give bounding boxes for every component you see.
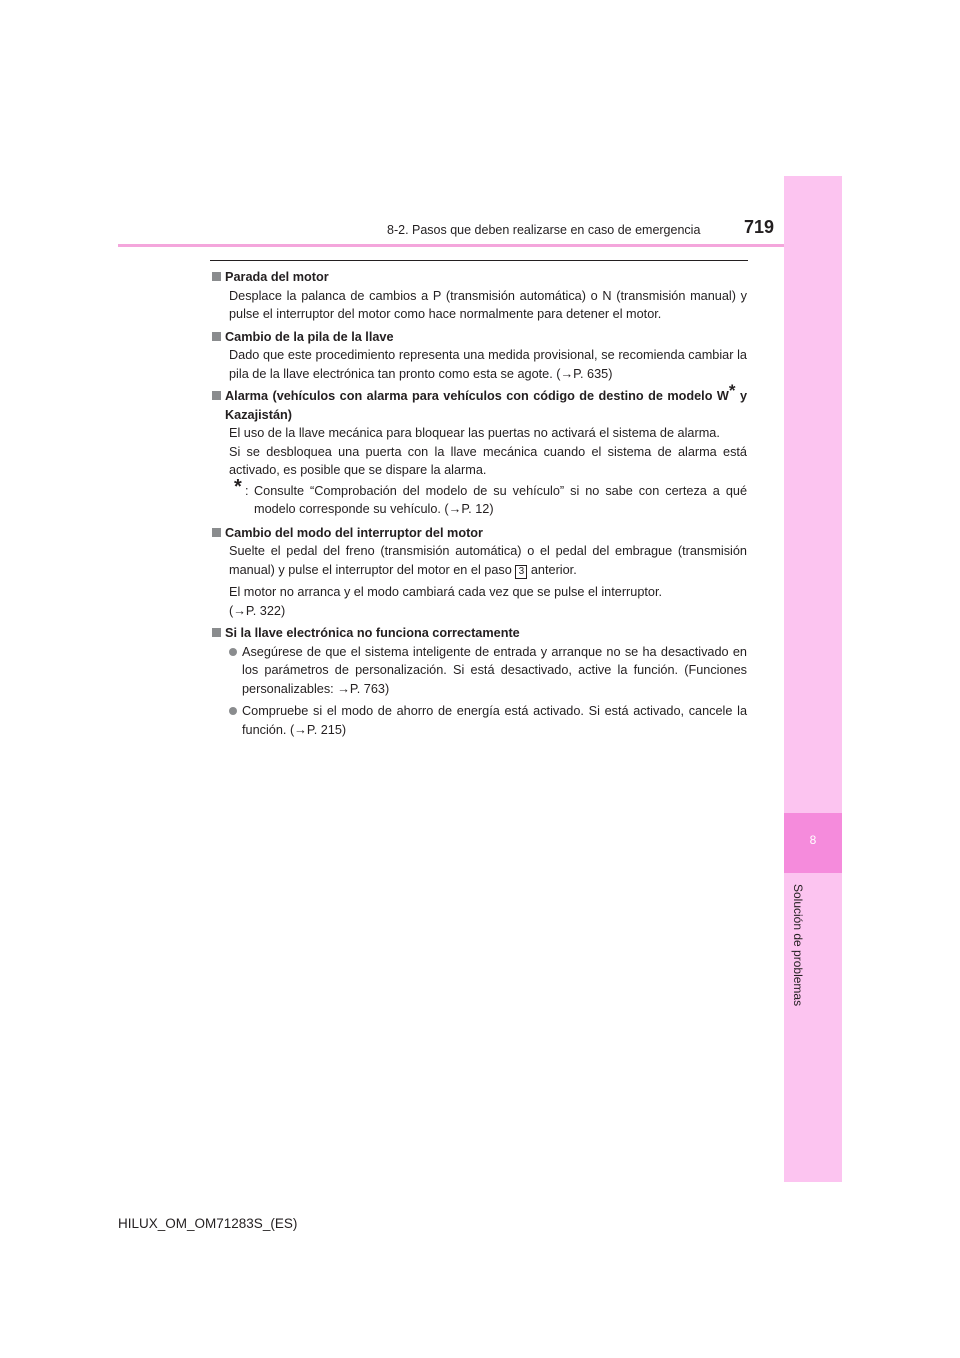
circle-bullet-icon (229, 648, 237, 656)
list-item: Compruebe si el modo de ahorro de energía está activado. Si está activado, cancele la función. (→P. 215) (225, 702, 747, 739)
footnote-asterisk: * (728, 381, 736, 400)
chapter-number: 8 (809, 833, 817, 847)
page-content (212, 268, 747, 743)
alarm-paragraph-1: El uso de la llave mecánica para bloquear las puertas no activará el sistema de alarma. (229, 426, 720, 440)
list-item: Asegúrese de que el sistema inteligente de entrada y arranque no se ha desactivado en los parámetros de personalización. Si está desactivado, active la función. (Funciones personalizables: →P. 763) (225, 643, 747, 699)
square-bullet-icon (212, 272, 221, 281)
chapter-side-tab (784, 176, 842, 1182)
section-body: Desplace la palanca de cambios a P (transmisión automática) o N (transmisión manual) y pulse el interruptor del motor como hace normalmente para detener el motor. (229, 288, 747, 321)
step-number-box: 3 (515, 565, 527, 579)
section-heading: Si la llave electrónica no funciona correctamente (212, 624, 747, 643)
content-top-rule (210, 260, 748, 261)
section-key-malfunction (212, 624, 747, 739)
alarm-paragraph-2: Si se desbloquea una puerta con la llave mecánica cuando el sistema de alarma está activado, es posible que se dispare la alarma. (229, 444, 747, 477)
section-engine-switch-mode (212, 524, 747, 621)
footnote-asterisk: * (234, 475, 242, 498)
page-number: 719 (743, 217, 774, 237)
chapter-label: Solución de problemas (791, 884, 805, 1007)
section-heading: Parada del motor (212, 268, 747, 287)
square-bullet-icon (212, 391, 221, 400)
circle-bullet-icon (229, 707, 237, 715)
mode-paragraph-1: Suelte el pedal del freno (transmisión automática) o el pedal del embrague (transmisión manual) y pulse el interruptor del motor en el paso 3 anterior. (229, 544, 747, 577)
square-bullet-icon (212, 528, 221, 537)
square-bullet-icon (212, 628, 221, 637)
section-heading: Cambio de la pila de la llave (212, 328, 747, 347)
header-section-title: 8-2. Pasos que deben realizarse en caso de emergencia (387, 223, 701, 237)
mode-paragraph-2: El motor no arranca y el modo cambiará cada vez que se pulse el interruptor. (→P. 322) (229, 583, 747, 620)
section-heading: Cambio del modo del interruptor del motor (212, 524, 747, 543)
header-divider (118, 244, 784, 247)
document-code: HILUX_OM_OM71283S_(ES) (118, 1216, 298, 1231)
section-alarm (212, 381, 748, 519)
section-engine-stop (212, 268, 747, 324)
footnote: * : Consulte “Comprobación del modelo de su vehículo” si no sabe con certeza a qué modelo corresponde su vehículo. (→P. 12) (234, 475, 747, 516)
square-bullet-icon (212, 332, 221, 341)
section-body: Dado que este procedimiento representa una medida provisional, se recomienda cambiar la pila de la llave electrónica tan pronto como esta se agote. (→P. 635) (229, 348, 747, 381)
section-heading: Alarma (vehículos con alarma para vehículos con código de destino de modelo W* y Kazajistán) (212, 387, 747, 424)
section-key-battery (212, 328, 747, 384)
page-reference: (→P. 322) (229, 603, 286, 618)
